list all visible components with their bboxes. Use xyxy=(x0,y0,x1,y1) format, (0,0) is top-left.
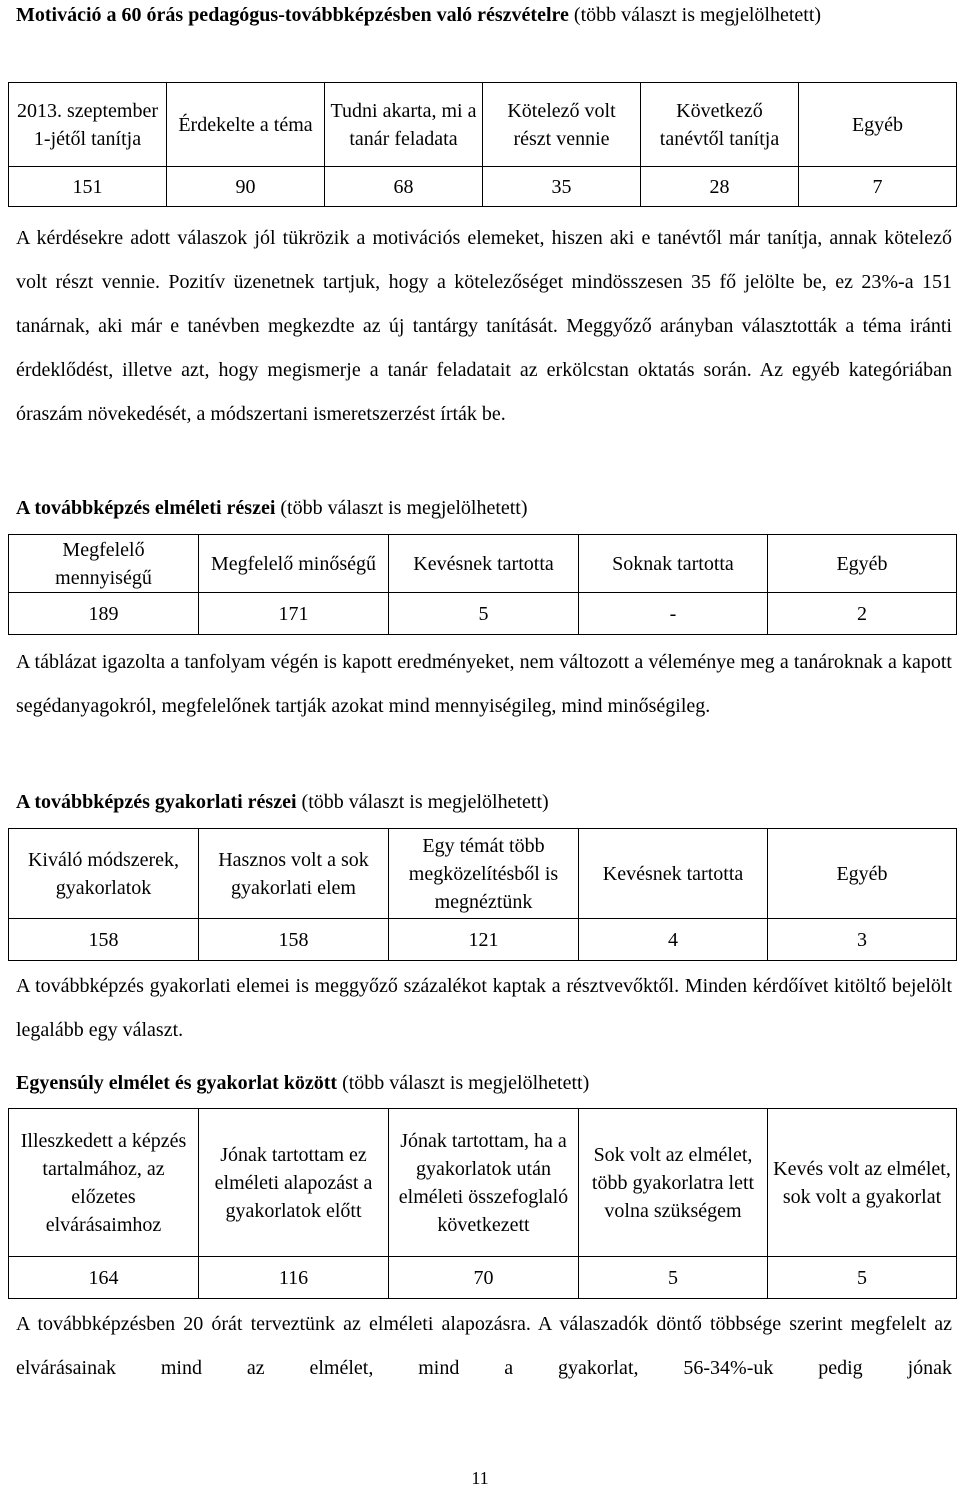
table-value-cell: 171 xyxy=(199,593,389,635)
table-value-cell: 68 xyxy=(325,167,483,207)
table-value-cell: 70 xyxy=(389,1257,579,1299)
table-value-cell: 189 xyxy=(9,593,199,635)
section4-title-bold: Egyensúly elmélet és gyakorlat között xyxy=(16,1072,338,1094)
section2-paragraph: A táblázat igazolta a tanfolyam végén is kapott eredményeket, nem változott a véleménye meg a tanároknak a kapott segédanyagokról, megfelelőnek tartják azokat mind mennyiségileg, mind minőségileg. xyxy=(16,651,952,717)
table-value-cell: 121 xyxy=(389,919,579,961)
table-header-cell: Megfelelő mennyiségű xyxy=(9,535,199,593)
table-value-cell: - xyxy=(579,593,768,635)
table-header-row xyxy=(9,535,957,593)
table-value-cell: 5 xyxy=(389,593,579,635)
table-header-cell: Jónak tartottam ez elméleti alapozást a gyakorlatok előtt xyxy=(199,1109,389,1257)
section3-title-note: (több választ is megjelölhetett) xyxy=(301,791,549,813)
table-header-cell: Jónak tartottam, ha a gyakorlatok után elméleti összefoglaló következett xyxy=(389,1109,579,1257)
section4-paragraph: A továbbképzésben 20 órát terveztünk az elméleti alapozásra. A válaszadók döntő többsége szerint megfelelt az elvárásainak mind az elmélet, mind a gyakorlat, 56-34%-uk pedig jónak xyxy=(16,1313,952,1379)
section2-title xyxy=(16,494,946,522)
table-header-cell: Egyéb xyxy=(768,829,957,919)
table-value-row xyxy=(9,1257,957,1299)
section4-title-note: (több választ is megjelölhetett) xyxy=(342,1072,590,1094)
table-header-cell: Kötelező volt részt vennie xyxy=(483,83,641,167)
table-header-cell: Tudni akarta, mi a tanár feladata xyxy=(325,83,483,167)
table-value-cell: 5 xyxy=(579,1257,768,1299)
section1-title xyxy=(16,0,946,34)
section1-paragraph: A kérdésekre adott válaszok jól tükrözik a motivációs elemeket, hiszen aki e tanévtől már tanítja, annak kötelező volt részt vennie. Pozitív üzenetnek tartjuk, hogy a kötelezőséget mindösszesen 35 fő jelölte be, ez 23%-a 151 tanárnak, aki már e tanévben megkezdte az új tantárgy tanítását. Meggyőző arányban választották a téma iránti érdeklődést, illetve azt, hogy megismerje a tanár feladatait az erkölcstan oktatás során. Az egyéb kategóriában óraszám növekedését, a módszertani ismeretszerzést írták be. xyxy=(16,227,952,425)
theory-table xyxy=(8,534,957,635)
section4-title xyxy=(16,1069,946,1097)
table-value-cell: 164 xyxy=(9,1257,199,1299)
table-value-cell: 28 xyxy=(641,167,799,207)
table-value-row xyxy=(9,593,957,635)
table-value-cell: 158 xyxy=(199,919,389,961)
table-value-cell: 7 xyxy=(799,167,957,207)
practice-table xyxy=(8,828,957,961)
table-value-row xyxy=(9,919,957,961)
table-header-cell: Kevés volt az elmélet, sok volt a gyakorlat xyxy=(768,1109,957,1257)
table-header-cell: Megfelelő minőségű xyxy=(199,535,389,593)
table-header-cell: Kevésnek tartotta xyxy=(579,829,768,919)
section2-title-bold: A továbbképzés elméleti részei xyxy=(16,497,276,519)
table-header-row xyxy=(9,83,957,167)
table-header-row xyxy=(9,829,957,919)
table-value-cell: 151 xyxy=(9,167,167,207)
table-value-row xyxy=(9,167,957,207)
table-value-cell: 35 xyxy=(483,167,641,207)
table-header-cell: Egyéb xyxy=(799,83,957,167)
table-header-cell: Sok volt az elmélet, több gyakorlatra lett volna szükségem xyxy=(579,1109,768,1257)
table-header-cell: Kevésnek tartotta xyxy=(389,535,579,593)
table-value-cell: 5 xyxy=(768,1257,957,1299)
table-header-cell: Egyéb xyxy=(768,535,957,593)
table-header-row xyxy=(9,1109,957,1257)
table-header-cell: Egy témát több megközelítésből is megnéztünk xyxy=(389,829,579,919)
balance-table xyxy=(8,1108,957,1299)
table-value-cell: 90 xyxy=(167,167,325,207)
table-value-cell: 116 xyxy=(199,1257,389,1299)
table-value-cell: 4 xyxy=(579,919,768,961)
table-value-cell: 2 xyxy=(768,593,957,635)
table-value-cell: 158 xyxy=(9,919,199,961)
table-header-cell: Soknak tartotta xyxy=(579,535,768,593)
table-value-cell: 3 xyxy=(768,919,957,961)
section3-paragraph: A továbbképzés gyakorlati elemei is meggyőző százalékot kaptak a résztvevőktől. Minden kérdőívet kitöltő bejelölt legalább egy választ. xyxy=(16,975,952,1041)
table-header-cell: Érdekelte a téma xyxy=(167,83,325,167)
page-number: 11 xyxy=(471,1468,489,1488)
section1-title-note: (több választ is megjelölhetett) xyxy=(573,4,822,26)
section3-title xyxy=(16,788,946,816)
table-header-cell: Kiváló módszerek, gyakorlatok xyxy=(9,829,199,919)
section2-title-note: (több választ is megjelölhetett) xyxy=(280,497,528,519)
table-header-cell: Hasznos volt a sok gyakorlati elem xyxy=(199,829,389,919)
table-header-cell: Következő tanévtől tanítja xyxy=(641,83,799,167)
table-header-cell: Illeszkedett a képzés tartalmához, az előzetes elvárásaimhoz xyxy=(9,1109,199,1257)
table-header-cell: 2013. szeptember 1-jétől tanítja xyxy=(9,83,167,167)
section1-title-bold: Motiváció a 60 órás pedagógus-továbbképzésben való részvételre xyxy=(16,4,569,26)
motivation-table xyxy=(8,82,957,207)
section3-title-bold: A továbbképzés gyakorlati részei xyxy=(16,791,297,813)
